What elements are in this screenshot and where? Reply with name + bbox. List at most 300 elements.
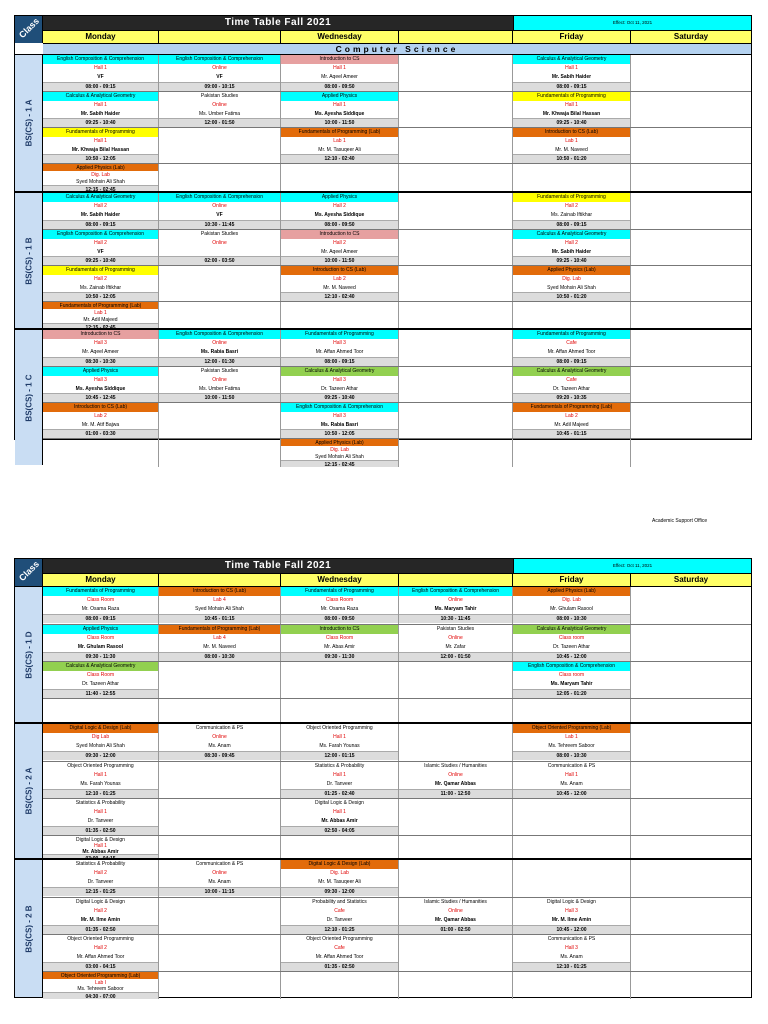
- class-session[interactable]: [513, 587, 631, 624]
- time-range: 03:00 - 04:15: [43, 854, 158, 860]
- empty-slot: [399, 367, 513, 402]
- class-session[interactable]: [159, 55, 281, 91]
- time-range: 08:30 - 09:45: [159, 751, 280, 760]
- course-name: Fundamentals of Programming: [513, 330, 630, 339]
- time-range: 09:00 - 10:15: [159, 82, 280, 91]
- time-range: 09:20 - 10:35: [513, 393, 630, 402]
- class-session[interactable]: [159, 587, 281, 624]
- section-label: BS(CS) - 1 C: [24, 373, 34, 422]
- class-session[interactable]: [43, 587, 159, 624]
- class-session[interactable]: [513, 724, 631, 761]
- empty-slot: [513, 439, 631, 467]
- class-session[interactable]: [399, 587, 513, 624]
- course-name: Calculus & Analytical Geometry: [43, 662, 158, 671]
- class-session[interactable]: [43, 403, 159, 438]
- room: Hall 2: [565, 239, 578, 246]
- class-session[interactable]: [281, 724, 399, 761]
- class-session[interactable]: [43, 935, 159, 971]
- time-range: 09:30 - 12:00: [43, 751, 158, 760]
- class-session[interactable]: [159, 92, 281, 127]
- day-header-friday: Friday: [513, 31, 631, 43]
- class-session[interactable]: [43, 128, 159, 163]
- room: Hall 1: [94, 842, 107, 848]
- slot-row: [43, 301, 751, 330]
- room: Lab 1: [333, 137, 346, 144]
- class-session[interactable]: [513, 662, 631, 698]
- time-range: 12:15 - 02:45: [43, 185, 158, 192]
- course-name: Calculus & Analytical Geometry: [513, 367, 630, 376]
- course-name: English Composition & Comprehension: [159, 193, 280, 202]
- course-name: Fundamentals of Programming (Lab): [43, 302, 158, 309]
- teacher: Mr. Sabih Haider: [551, 248, 592, 255]
- room: Hall 2: [94, 870, 107, 876]
- teacher: Ms. Ayesha Siddique: [314, 212, 365, 218]
- empty-slot: [399, 164, 513, 192]
- class-session[interactable]: [43, 193, 159, 229]
- empty-slot: [513, 836, 631, 860]
- time-range: 01:00 - 03:30: [43, 429, 158, 438]
- room: Dig. Lab: [91, 171, 110, 178]
- teacher: Mr. Abbas Amir: [321, 818, 358, 824]
- time-range: 10:45 - 01:15: [159, 614, 280, 623]
- empty-slot: [159, 699, 281, 723]
- empty-slot: [399, 55, 513, 91]
- course-name: Introduction to CS (Lab): [159, 587, 280, 596]
- class-session[interactable]: [281, 860, 399, 897]
- teacher: Mr. Adil Majeed: [554, 421, 589, 428]
- class-session[interactable]: [159, 724, 281, 761]
- empty-slot: [631, 662, 751, 698]
- class-session[interactable]: [43, 836, 159, 860]
- course-name: Calculus & Analytical Geometry: [43, 193, 158, 202]
- course-name: Fundamentals of Programming (Lab): [159, 625, 280, 634]
- class-session[interactable]: [43, 55, 159, 91]
- teacher: VF: [97, 74, 104, 80]
- teacher: Mr. Abas Amir: [324, 644, 355, 650]
- empty-slot: [631, 230, 751, 265]
- room: Hall 2: [565, 203, 578, 209]
- day-header-friday: Friday: [513, 574, 631, 586]
- teacher: Dr. Tazeen Athar: [321, 385, 358, 392]
- teacher: Mr. Sabih Haider: [551, 74, 592, 80]
- time-range: 10:50 - 01:20: [513, 154, 630, 163]
- teacher: Dr. Tazeen Athar: [553, 644, 590, 650]
- course-name: Calculus & Analytical Geometry: [513, 625, 630, 634]
- teacher: Ms. Maryam Tahir: [550, 681, 593, 687]
- class-session[interactable]: [399, 762, 513, 798]
- teacher: Mr. Aqeel Ameer: [321, 248, 358, 255]
- course-name: Object Oriented Programming (Lab): [513, 724, 630, 733]
- teacher: Mr. Ghulam Rasool: [550, 606, 593, 612]
- class-session[interactable]: [281, 128, 399, 163]
- class-label: Class: [16, 559, 42, 584]
- teacher: Syed Mohsin Ali Shah: [195, 606, 244, 612]
- time-range: 10:30 - 11:45: [399, 614, 512, 623]
- time-range: 10:30 - 11:45: [159, 220, 280, 229]
- class-label-cell: [15, 16, 43, 43]
- slot-row: [43, 91, 751, 127]
- teacher: Ms. Zainab Iftikhar: [550, 212, 593, 218]
- room: Lab 2: [565, 412, 578, 419]
- timetable-page-2: [14, 558, 752, 998]
- time-range: 08:00 - 09:15: [513, 220, 630, 229]
- teacher: Mr. Qamar Abbas: [435, 917, 476, 923]
- class-session[interactable]: [513, 762, 631, 798]
- teacher: Mr. M. Tasuqeer Ali: [318, 146, 361, 153]
- empty-slot: [399, 662, 513, 698]
- class-session[interactable]: [43, 799, 159, 835]
- empty-slot: [399, 403, 513, 438]
- room: Hall 1: [333, 65, 346, 71]
- course-name: Calculus & Analytical Geometry: [513, 230, 630, 239]
- class-session[interactable]: [281, 625, 399, 661]
- slot-row: [43, 587, 751, 624]
- day-header-monday: Monday: [43, 574, 159, 586]
- time-range: 01:35 - 02:50: [43, 925, 158, 934]
- empty-slot: [399, 860, 513, 897]
- course-name: English Composition & Comprehension: [399, 587, 512, 596]
- course-name: English Composition & Comprehension: [43, 230, 158, 239]
- course-name: Introduction to CS (Lab): [513, 128, 630, 137]
- empty-slot: [281, 699, 399, 723]
- room: Online: [212, 239, 227, 246]
- time-range: 08:00 - 10:30: [159, 652, 280, 661]
- room: Hall 3: [565, 908, 578, 914]
- day-header-saturday: Saturday: [631, 574, 751, 586]
- course-name: Introduction to CS: [281, 625, 398, 634]
- class-session[interactable]: [281, 762, 399, 798]
- timetable-title: Time Table Fall 2021: [43, 559, 513, 573]
- slot-row: [43, 761, 751, 798]
- course-name: Fundamentals of Programming: [281, 330, 398, 339]
- empty-slot: [399, 836, 513, 860]
- time-range: 12:00 - 01:50: [399, 652, 512, 661]
- time-range: 11:40 - 12:55: [43, 689, 158, 698]
- room: Online: [448, 772, 463, 778]
- class-session[interactable]: [43, 860, 159, 897]
- time-range: 08:00 - 09:15: [43, 614, 158, 623]
- class-session[interactable]: [43, 898, 159, 934]
- class-session[interactable]: [43, 266, 159, 301]
- empty-slot: [513, 799, 631, 835]
- empty-slot: [513, 302, 631, 330]
- class-session[interactable]: [43, 625, 159, 661]
- class-session[interactable]: [399, 898, 513, 934]
- section-label-cell: [15, 587, 43, 722]
- course-name: English Composition & Comprehension: [513, 662, 630, 671]
- empty-slot: [631, 625, 751, 661]
- class-session[interactable]: [281, 367, 399, 402]
- teacher: Mr. Osama Raza: [81, 606, 120, 612]
- empty-slot: [399, 699, 513, 723]
- time-range: 10:50 - 12:05: [43, 154, 158, 163]
- course-name: Applied Physics: [43, 625, 158, 634]
- room: Class Room: [325, 597, 354, 603]
- class-session[interactable]: [513, 230, 631, 265]
- time-range: 08:00 - 09:15: [281, 357, 398, 366]
- teacher: Mr. Sabih Haider: [80, 212, 121, 218]
- course-name: Statistics & Probability: [281, 762, 398, 771]
- empty-slot: [631, 836, 751, 860]
- class-session[interactable]: [513, 92, 631, 127]
- section-label-cell: [15, 860, 43, 997]
- time-range: 12:00 - 01:50: [159, 118, 280, 127]
- class-session[interactable]: [159, 193, 281, 229]
- class-label: Class: [16, 16, 42, 41]
- class-session[interactable]: [513, 403, 631, 438]
- section-label: BS(CS) - 2 B: [24, 904, 34, 953]
- teacher: Syed Mohsin Ali Shah: [76, 743, 125, 749]
- time-range: 01:35 - 02:50: [43, 826, 158, 835]
- class-session[interactable]: [281, 799, 399, 835]
- room: Hall 1: [333, 772, 346, 778]
- class-session[interactable]: [281, 92, 399, 127]
- class-session[interactable]: [513, 935, 631, 971]
- class-session[interactable]: [281, 230, 399, 265]
- timetable-title: Time Table Fall 2021: [43, 16, 513, 30]
- class-session[interactable]: [281, 330, 399, 366]
- class-session[interactable]: [43, 762, 159, 798]
- course-name: Introduction to CS: [43, 330, 158, 339]
- teacher: Mr. M. Naveed: [555, 146, 588, 153]
- time-range: 08:30 - 10:30: [43, 357, 158, 366]
- empty-slot: [43, 699, 159, 723]
- room: Hall 3: [565, 945, 578, 951]
- class-session[interactable]: [513, 898, 631, 934]
- room: Online: [448, 635, 463, 641]
- teacher: Mr. M. Atif Bajwa: [81, 421, 120, 428]
- room: Hall 1: [94, 809, 107, 815]
- class-session[interactable]: [513, 128, 631, 163]
- course-name: English Composition & Comprehension: [281, 403, 398, 412]
- teacher: Syed Mohsin Ali Shah: [315, 453, 364, 460]
- time-range: 10:50 - 12:05: [43, 292, 158, 301]
- empty-slot: [631, 128, 751, 163]
- class-session[interactable]: [513, 266, 631, 301]
- room: Online: [212, 203, 227, 209]
- slot-row: [43, 897, 751, 934]
- room: Dig. Lab: [562, 275, 581, 282]
- room: Cafe: [334, 945, 345, 951]
- course-name: Communication & PS: [159, 860, 280, 869]
- room: Hall 2: [94, 945, 107, 951]
- empty-slot: [631, 935, 751, 971]
- teacher: Dr. Tanveer: [326, 917, 353, 923]
- section-label-cell: [15, 55, 43, 191]
- section-bs-cs-2-b: [15, 858, 751, 997]
- class-session[interactable]: [43, 662, 159, 698]
- teacher: Ms. Tehreem Saboor: [548, 743, 595, 749]
- empty-slot: [513, 972, 631, 999]
- teacher: Mr. M. Naveed: [323, 284, 356, 291]
- time-range: 12:05 - 01:20: [513, 689, 630, 698]
- section-label: BS(CS) - 1 D: [24, 630, 34, 679]
- time-range: 12:10 - 02:40: [281, 154, 398, 163]
- class-session[interactable]: [281, 266, 399, 301]
- empty-slot: [399, 302, 513, 330]
- day-header-blank-3: [399, 31, 513, 43]
- empty-slot: [159, 762, 281, 798]
- course-name: Fundamentals of Programming: [513, 92, 630, 101]
- class-session[interactable]: [159, 625, 281, 661]
- empty-slot: [159, 935, 281, 971]
- class-session[interactable]: [513, 330, 631, 366]
- room: Hall 1: [94, 101, 107, 108]
- time-range: 09:25 - 10:40: [513, 256, 630, 265]
- class-session[interactable]: [513, 625, 631, 661]
- section-label-cell: [15, 724, 43, 858]
- time-range: 01:25 - 02:40: [281, 789, 398, 798]
- room: Class room: [558, 672, 585, 678]
- time-range: 10:45 - 12:00: [513, 789, 630, 798]
- teacher: Ms. Rabia Basri: [200, 349, 239, 355]
- time-range: 08:00 - 10:30: [513, 751, 630, 760]
- empty-slot: [399, 972, 513, 999]
- class-session[interactable]: [513, 367, 631, 402]
- slot-row: [43, 934, 751, 971]
- room: Class Room: [325, 635, 354, 641]
- time-range: 03:00 - 04:15: [43, 962, 158, 971]
- class-session[interactable]: [43, 367, 159, 402]
- class-session[interactable]: [513, 193, 631, 229]
- empty-slot: [159, 898, 281, 934]
- room: Hall 3: [333, 340, 346, 346]
- course-name: Fundamentals of Programming: [281, 587, 398, 596]
- teacher: Mr. Osama Raza: [320, 606, 359, 612]
- time-range: 12:15 - 01:25: [43, 887, 158, 896]
- class-session[interactable]: [281, 193, 399, 229]
- empty-slot: [631, 799, 751, 835]
- room: Cafe: [566, 340, 577, 346]
- effective-date: Effect: Oct 11, 2021: [513, 559, 751, 573]
- class-session[interactable]: [399, 625, 513, 661]
- teacher: Ms. Zainab Iftikhar: [79, 284, 122, 291]
- class-session[interactable]: [43, 724, 159, 761]
- class-session[interactable]: [513, 55, 631, 91]
- time-range: 10:00 - 11:50: [281, 256, 398, 265]
- empty-slot: [281, 836, 399, 860]
- class-session[interactable]: [43, 164, 159, 192]
- teacher: Dr. Tanveer: [87, 818, 114, 824]
- slot-row: [43, 860, 751, 897]
- course-name: Object Oriented Programming: [43, 935, 158, 944]
- course-name: Object Oriented Programming: [281, 935, 398, 944]
- class-session[interactable]: [43, 92, 159, 127]
- room: Lab 1: [565, 137, 578, 144]
- empty-slot: [631, 762, 751, 798]
- class-session[interactable]: [281, 935, 399, 971]
- empty-slot: [159, 266, 281, 301]
- class-session[interactable]: [281, 55, 399, 91]
- class-session[interactable]: [159, 230, 281, 265]
- table-header: [15, 559, 751, 586]
- teacher: Ms. Farah Younas: [80, 781, 121, 787]
- room: Dig. Lab: [330, 870, 349, 876]
- class-session[interactable]: [281, 403, 399, 438]
- time-range: 02:00 - 03:50: [159, 256, 280, 265]
- course-name: Fundamentals of Programming (Lab): [513, 403, 630, 412]
- section-label-cell: [15, 193, 43, 328]
- teacher: Mr. Affan Ahmed Toor: [315, 954, 364, 960]
- empty-slot: [281, 302, 399, 330]
- course-name: Introduction to CS (Lab): [43, 403, 158, 412]
- empty-slot: [631, 724, 751, 761]
- department-banner: Computer Science: [43, 43, 751, 54]
- teacher: Dr. Tanveer: [87, 879, 114, 885]
- room: Hall 3: [94, 376, 107, 383]
- empty-slot: [159, 836, 281, 860]
- class-session[interactable]: [43, 330, 159, 366]
- section-bs-cs-1-c: [15, 328, 751, 465]
- teacher: VF: [216, 212, 223, 218]
- course-name: Communication & PS: [513, 762, 630, 771]
- empty-slot: [631, 164, 751, 192]
- class-session[interactable]: [281, 898, 399, 934]
- class-session[interactable]: [281, 439, 399, 467]
- course-name: Digital Logic & Design (Lab): [43, 724, 158, 733]
- empty-slot: [281, 164, 399, 192]
- class-session[interactable]: [43, 302, 159, 330]
- teacher: Ms. Maryam Tahir: [434, 606, 477, 612]
- time-range: 12:10 - 01:25: [43, 789, 158, 798]
- room: Hall 1: [333, 809, 346, 815]
- teacher: Ms. Anam: [208, 879, 231, 885]
- empty-slot: [631, 92, 751, 127]
- time-range: 02:50 - 04:05: [281, 826, 398, 835]
- course-name: Digital Logic & Design: [281, 799, 398, 808]
- class-session[interactable]: [159, 367, 281, 402]
- room: Lab 2: [94, 412, 107, 419]
- slot-row: [43, 229, 751, 265]
- slot-row: [43, 835, 751, 860]
- class-session[interactable]: [281, 587, 399, 624]
- room: Class room: [558, 635, 585, 641]
- room: Hall 2: [94, 908, 107, 914]
- class-session[interactable]: [43, 972, 159, 999]
- room: Lab 2: [333, 275, 346, 282]
- teacher: Mr. Affan Ahmed Toor: [76, 954, 125, 960]
- empty-slot: [399, 92, 513, 127]
- teacher: Ms. Rabia Basri: [320, 421, 359, 428]
- time-range: 09:25 - 10:40: [281, 393, 398, 402]
- time-range: 12:15 - 02:45: [43, 323, 158, 330]
- slot-row: [43, 163, 751, 192]
- time-range: 01:00 - 02:50: [399, 925, 512, 934]
- slot-row: [43, 402, 751, 438]
- slot-row: [43, 127, 751, 163]
- course-name: Statistics & Probability: [43, 860, 158, 869]
- room: Cafe: [566, 376, 577, 383]
- empty-slot: [631, 439, 751, 467]
- empty-slot: [513, 699, 631, 723]
- course-name: Pakistan Studies: [399, 625, 512, 634]
- class-session[interactable]: [159, 330, 281, 366]
- time-range: 11:00 - 12:50: [399, 789, 512, 798]
- room: Class Room: [86, 597, 115, 603]
- time-range: 08:00 - 09:15: [513, 357, 630, 366]
- time-range: 10:00 - 11:50: [281, 118, 398, 127]
- slot-row: [43, 265, 751, 301]
- course-name: Applied Physics (Lab): [281, 439, 398, 446]
- class-session[interactable]: [159, 860, 281, 897]
- time-range: 08:00 - 09:50: [281, 220, 398, 229]
- class-session[interactable]: [43, 230, 159, 265]
- course-name: Fundamentals of Programming: [43, 587, 158, 596]
- teacher: Dr. Tazeen Athar: [82, 681, 119, 687]
- teacher: Mr. Qamar Abbas: [435, 781, 476, 787]
- time-range: 12:00 - 01:15: [281, 751, 398, 760]
- time-range: 08:00 - 09:15: [43, 82, 158, 91]
